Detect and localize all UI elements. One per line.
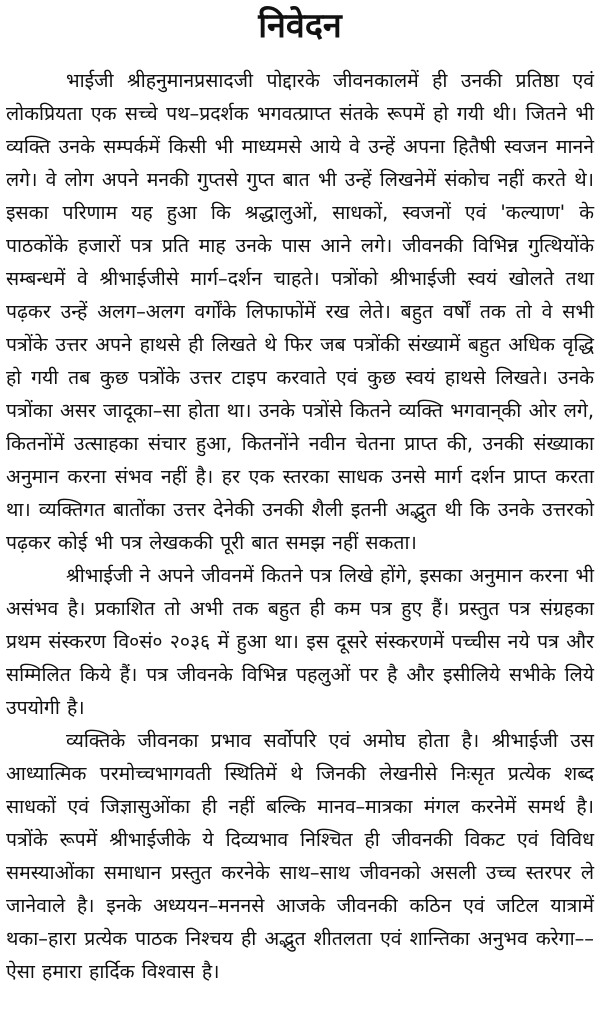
paragraph-1: भाईजी श्रीहनुमानप्रसादजी पोद्दारके जीवनकालमें ही उनकी प्रतिष्ठा एवं लोकप्रियता एक सच्चे पथ–प्रदर्शक भगवत्प्राप्त संतके रूपमें हो गयी थी। जितने भी व्यक्ति उनके सम्पर्कमें किसी भी माध्यमसे आये वे उन्हें अपना हितैषी स्वजन मानने लगे। वे लोग अपने मनकी गुप्तसे गुप्त बात भी उन्हें लिखनेमें संकोच नहीं करते थे। इसका परिणाम यह हुआ कि श्रद्धालुओं, साधकों, स्वजनों एवं 'कल्याण' के पाठकोंके हजारों पत्र प्रति माह उनके पास आने लगे। जीवनकी विभिन्न गुत्थियोंके सम्बन्धमें वे श्रीभाईजीसे मार्ग–दर्शन चाहते। पत्रोंको श्रीभाईजी स्वयं खोलते तथा पढ़कर उन्हें अलग–अलग वर्गोंके लिफाफोंमें रख लेते। बहुत वर्षों तक तो वे सभी पत्रोंके उत्तर अपने हाथसे ही लिखते थे फिर जब पत्रोंकी संख्यामें बहुत अधिक वृद्धि हो गयी तब कुछ पत्रोंके उत्तर टाइप करवाते एवं कुछ स्वयं हाथसे लिखते। उनके पत्रोंका असर जादूका–सा होता था। उनके पत्रोंसे कितने व्यक्ति भगवान्‌की ओर लगे, कितनोंमें उत्साहका संचार हुआ, कितनोंने नवीन चेतना प्राप्त की, उनकी संख्याका अनुमान करना संभव नहीं है। हर एक स्तरका साधक उनसे मार्ग दर्शन प्राप्त करता था। व्यक्तिगत बातोंका उत्तर देनेकी उनकी शैली इतनी अद्भुत थी कि उनके उत्तरको पढ़कर कोई भी पत्र लेखककी पूरी बात समझ नहीं सकता।	[6, 69, 594, 554]
paragraph-2: श्रीभाईजी ने अपने जीवनमें कितने पत्र लिखे होंगे, इसका अनुमान करना भी असंभव है। प्रकाशित तो अभी तक बहुत ही कम पत्र हुए हैं। प्रस्तुत पत्र संग्रहका प्रथम संस्करण वि०सं० २०३६ में हुआ था। इस दूसरे संस्करणमें पच्चीस नये पत्र और सम्मिलित किये हैं। पत्र जीवनके विभिन्न पहलुओं पर है और इसीलिये सभीके लिये उपयोगी है।	[6, 564, 594, 719]
page-title: निवेदन	[258, 6, 342, 46]
document-body	[6, 64, 594, 988]
paragraph-3: व्यक्तिके जीवनका प्रभाव सर्वोपरि एवं अमोघ होता है। श्रीभाईजी उस आध्यात्मिक परमोच्चभागवती स्थितिमें थे जिनकी लेखनीसे निःसृत प्रत्येक शब्द साधकों एवं जिज्ञासुओंका ही नहीं बल्कि मानव–मात्रका मंगल करनेमें समर्थ है। पत्रोंके रूपमें श्रीभाईजीके ये दिव्यभाव निश्चित ही जीवनकी विकट एवं विविध समस्याओंका समाधान प्रस्तुत करनेके साथ–साथ जीवनको असली उच्च स्तरपर ले जानेवाले है। इनके अध्ययन–मननसे आजके जीवनकी कठिन एवं जटिल यात्रामें थका–हारा प्रत्येक पाठक निश्चय ही अद्भुत शीतलता एवं शान्तिका अनुभव करेगा––ऐसा हमारा हार्दिक विश्वास है।	[6, 729, 595, 983]
